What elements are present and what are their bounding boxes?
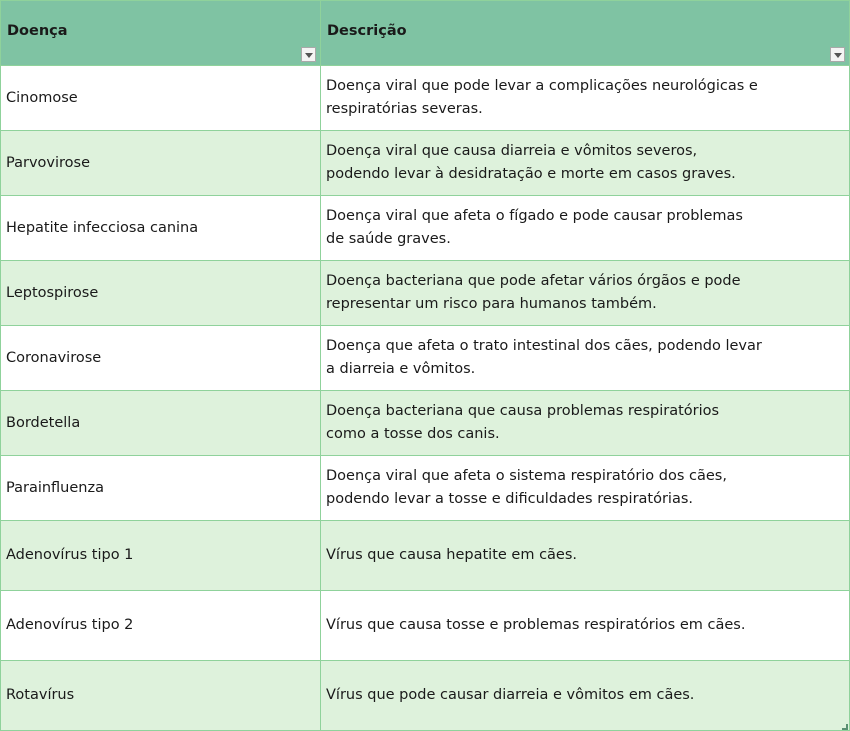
- header-doenca-label: Doença: [7, 23, 68, 39]
- descricao-line-1: Doença bacteriana que causa problemas respiratórios: [326, 403, 720, 419]
- table-row: [1, 391, 850, 456]
- table-row: [1, 456, 850, 521]
- cell-doenca[interactable]: Adenovírus tipo 2: [1, 591, 321, 661]
- table-row: [1, 131, 850, 196]
- cell-doenca[interactable]: Hepatite infecciosa canina: [1, 196, 321, 261]
- cell-descricao[interactable]: [321, 326, 850, 391]
- descricao-line-1: Doença que afeta o trato intestinal dos cães, podendo levar: [326, 338, 762, 354]
- cell-descricao[interactable]: [321, 391, 850, 456]
- cell-descricao[interactable]: Vírus que causa tosse e problemas respiratórios em cães.: [321, 591, 850, 661]
- cell-descricao[interactable]: [321, 66, 850, 131]
- cell-doenca[interactable]: Leptospirose: [1, 261, 321, 326]
- cell-doenca[interactable]: Parvovirose: [1, 131, 321, 196]
- cell-descricao[interactable]: [321, 131, 850, 196]
- descricao-line-2: respiratórias severas.: [326, 101, 483, 117]
- cell-doenca[interactable]: Coronavirose: [1, 326, 321, 391]
- descricao-line-1: Doença viral que causa diarreia e vômitos severos,: [326, 143, 698, 159]
- descricao-line-2: podendo levar à desidratação e morte em casos graves.: [326, 166, 736, 182]
- header-doenca[interactable]: [1, 1, 321, 66]
- filter-dropdown-doenca[interactable]: [301, 47, 316, 62]
- header-descricao-label: Descrição: [327, 23, 407, 39]
- table-header-row: [1, 1, 850, 66]
- cell-descricao[interactable]: [321, 196, 850, 261]
- table-resize-handle[interactable]: [842, 724, 848, 730]
- descricao-line-1: Doença viral que afeta o sistema respiratório dos cães,: [326, 468, 727, 484]
- table-row: [1, 521, 850, 591]
- descricao-line-2: como a tosse dos canis.: [326, 426, 500, 442]
- table-row: [1, 261, 850, 326]
- cell-doenca[interactable]: Bordetella: [1, 391, 321, 456]
- header-descricao[interactable]: [321, 1, 850, 66]
- cell-descricao[interactable]: [321, 456, 850, 521]
- table-row: [1, 196, 850, 261]
- cell-descricao[interactable]: [321, 261, 850, 326]
- descricao-line-1: Doença viral que pode levar a complicações neurológicas e: [326, 78, 758, 94]
- table-row: [1, 66, 850, 131]
- descricao-line-1: Doença viral que afeta o fígado e pode causar problemas: [326, 208, 743, 224]
- cell-descricao[interactable]: Vírus que causa hepatite em cães.: [321, 521, 850, 591]
- cell-descricao[interactable]: Vírus que pode causar diarreia e vômitos em cães.: [321, 661, 850, 731]
- descricao-line-1: Doença bacteriana que pode afetar vários órgãos e pode: [326, 273, 741, 289]
- descricao-line-2: de saúde graves.: [326, 231, 451, 247]
- descricao-line-2: representar um risco para humanos também.: [326, 296, 657, 312]
- table-row: [1, 661, 850, 731]
- table-row: [1, 591, 850, 661]
- cell-doenca[interactable]: Parainfluenza: [1, 456, 321, 521]
- cell-doenca[interactable]: Cinomose: [1, 66, 321, 131]
- cell-doenca[interactable]: Adenovírus tipo 1: [1, 521, 321, 591]
- filter-dropdown-descricao[interactable]: [830, 47, 845, 62]
- table-row: [1, 326, 850, 391]
- descricao-line-2: a diarreia e vômitos.: [326, 361, 476, 377]
- cell-doenca[interactable]: Rotavírus: [1, 661, 321, 731]
- chevron-down-icon: [305, 53, 313, 58]
- chevron-down-icon: [834, 53, 842, 58]
- descricao-line-2: podendo levar a tosse e dificuldades respiratórias.: [326, 491, 694, 507]
